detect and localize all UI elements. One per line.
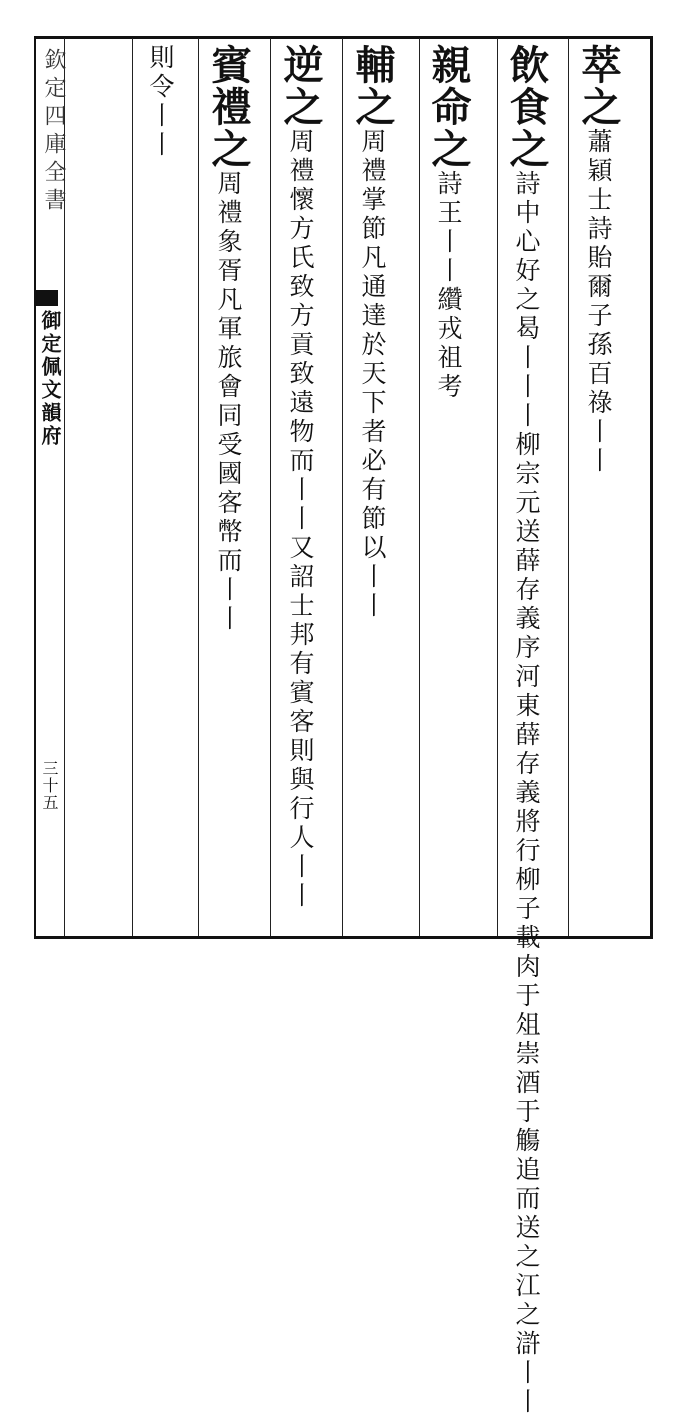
- entry-head: 親命之: [425, 44, 472, 170]
- text-column: [349, 44, 396, 934]
- frame-right-border: [650, 36, 653, 939]
- entry-head: 賓禮之: [205, 44, 252, 170]
- column-rule: [568, 38, 569, 936]
- side-title: 御定佩文韻府: [38, 310, 62, 448]
- side-title-bar: [36, 290, 58, 306]
- column-rule: [419, 38, 420, 936]
- entry-text: 周禮掌節凡通達於天下者必有節以丨丨: [358, 128, 387, 621]
- entry-text: 則令丨丨: [146, 44, 175, 160]
- entry-head: 飲食之: [503, 44, 550, 170]
- frame-left-border: [34, 36, 36, 939]
- running-head: 欽定四庫全書: [41, 48, 66, 216]
- column-rule: [342, 38, 343, 936]
- entry-head: 萃之: [575, 44, 622, 128]
- text-column: [277, 44, 324, 934]
- entry-text: 詩中心好之曷丨丨丨柳宗元送薛存義序河東薛存義將行柳子載肉于俎崇酒于觴追而送之江之滸丨丨: [512, 170, 541, 1417]
- text-column: [140, 44, 180, 934]
- text-column: [425, 44, 472, 934]
- entry-text: 詩王丨丨纘戎祖考: [434, 170, 463, 402]
- entry-text: 蕭穎士詩貽爾子孫百祿丨丨: [584, 128, 613, 476]
- text-column: [205, 44, 252, 934]
- page-number: 三十五: [40, 760, 59, 811]
- column-rule: [198, 38, 199, 936]
- entry-text: 周禮懷方氏致方貢致遠物而丨丨又詔士邦有賓客則與行人丨丨: [286, 128, 315, 911]
- text-column: [575, 44, 622, 934]
- column-rule: [497, 38, 498, 936]
- frame-bottom-border: [34, 936, 650, 939]
- column-rule: [270, 38, 271, 936]
- column-rule: [132, 38, 133, 936]
- entry-head: 逆之: [277, 44, 324, 128]
- text-column: [503, 44, 550, 1417]
- entry-text: 周禮象胥凡軍旅會同受國客幣而丨丨: [214, 170, 243, 634]
- entry-head: 輔之: [349, 44, 396, 128]
